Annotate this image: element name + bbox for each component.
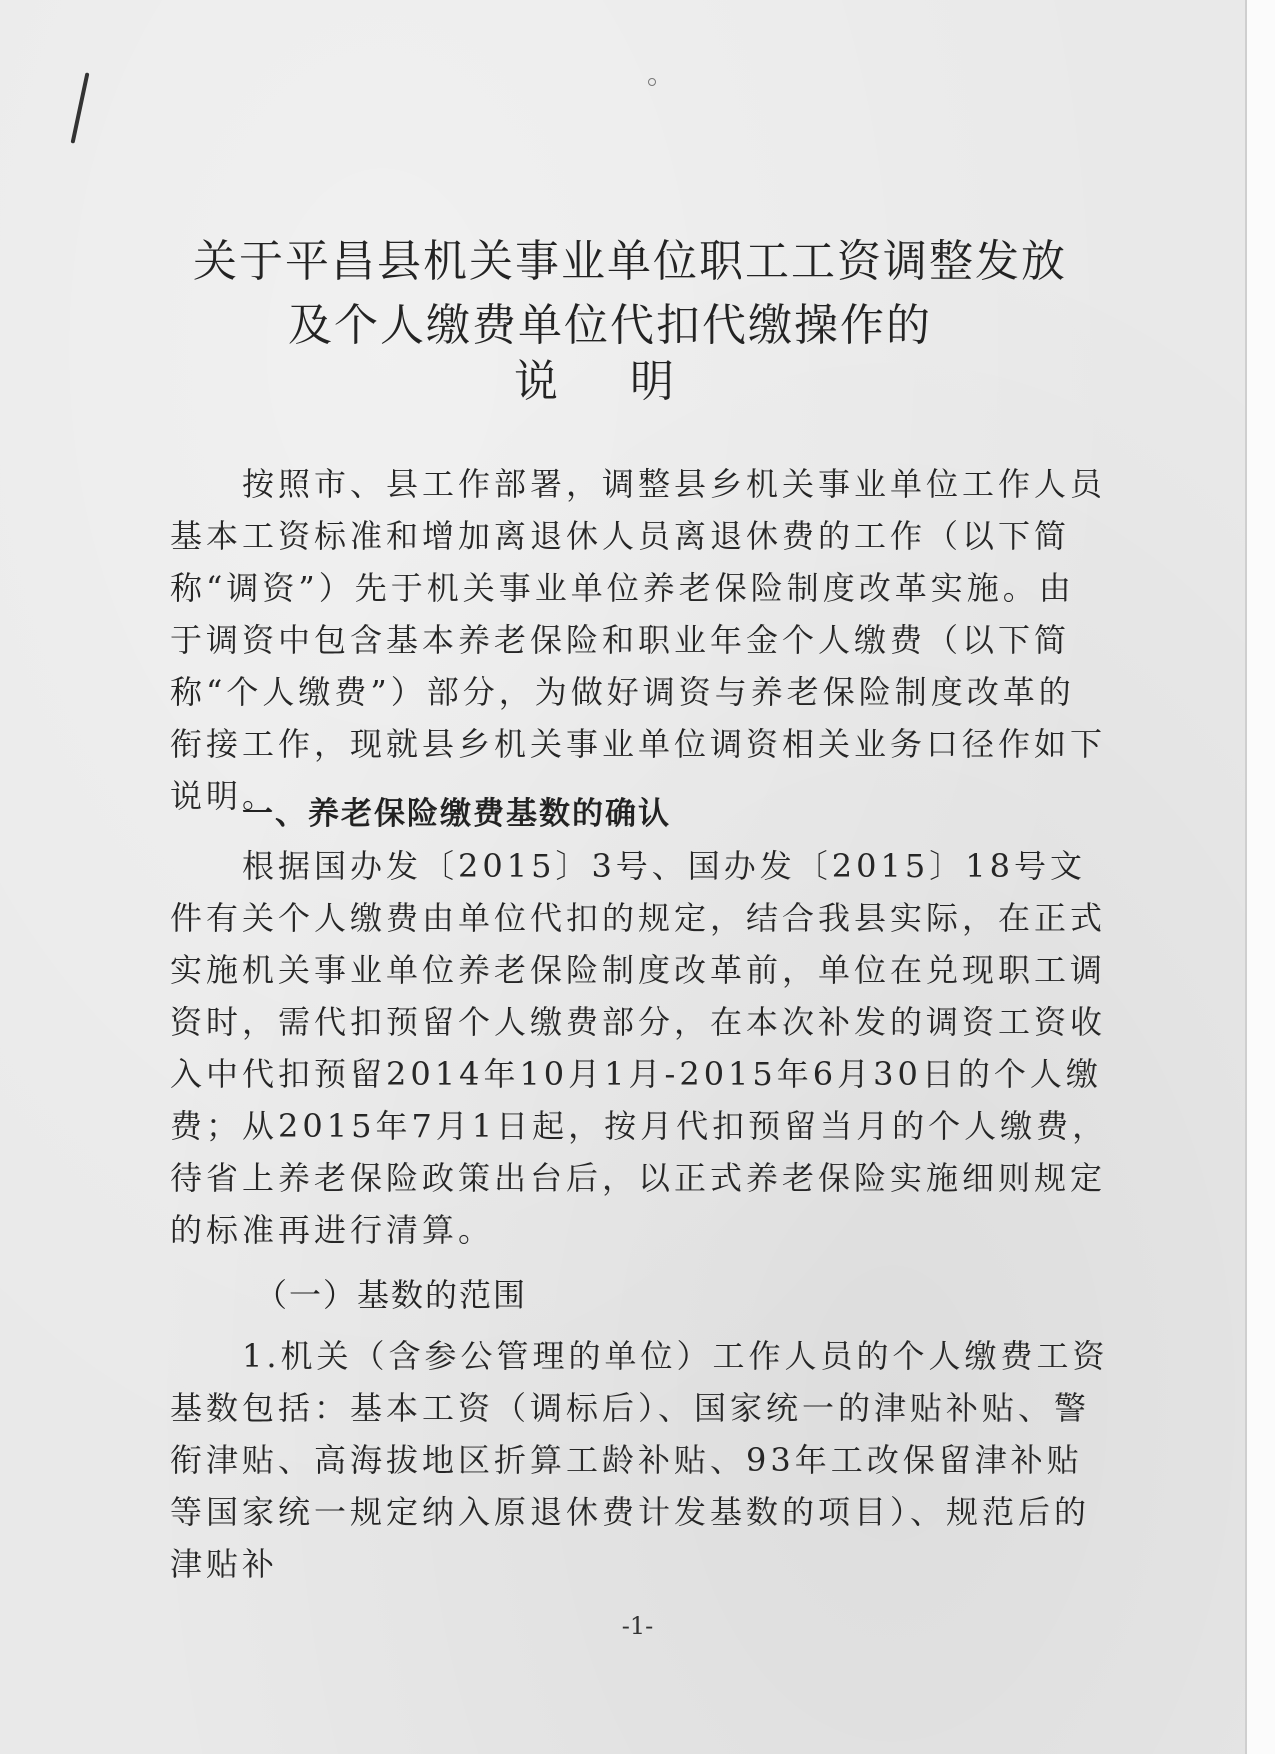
dot-mark	[648, 78, 656, 86]
intro-paragraph: 按照市、县工作部署，调整县乡机关事业单位工作人员基本工资标准和增加离退休人员离退休费的工作（以下简称“调资”）先于机关事业单位养老保险制度改革实施。由于调资中包含基本养老保险和职业年金个人缴费（以下简称“个人缴费”）部分，为做好调资与养老保险制度改革的衔接工作，现就县乡机关事业单位调资相关业务口径作如下说明。	[170, 465, 1107, 815]
title-line-1: 关于平昌县机关事业单位职工工资调整发放	[193, 236, 1067, 287]
subsection-1-heading: （一）基数的范围	[255, 1276, 528, 1314]
title-line-2: 及个人缴费单位代扣代缴操作的	[288, 300, 932, 351]
scan-edge	[1245, 0, 1275, 1754]
item-1-paragraph: 1.机关（含参公管理的单位）工作人员的个人缴费工资基数包括：基本工资（调标后）、国家统一的津贴补贴、警衔津贴、高海拔地区折算工龄补贴、93年工改保留津补贴等国家统一规定纳入原退休费计发基数的项目）、规范后的津贴补	[170, 1337, 1109, 1583]
section-1-heading: 一、养老保险缴费基数的确认	[242, 796, 671, 832]
page-number: -1-	[621, 1612, 654, 1640]
pen-mark	[71, 72, 90, 143]
section-1-paragraph: 根据国办发〔2015〕3号、国办发〔2015〕18号文件有关个人缴费由单位代扣的规定，结合我县实际，在正式实施机关事业单位养老保险制度改革前，单位在兑现职工调资时，需代扣预留个人缴费部分，在本次补发的调资工资收入中代扣预留2014年10月1月-2015年6月30日的个人缴费；从2015年7月1日起，按月代扣预留当月的个人缴费，待省上养老保险政策出台后，以正式养老保险实施细则规定的标准再进行清算。	[170, 847, 1109, 1249]
title-line-3: 说明	[514, 356, 746, 407]
